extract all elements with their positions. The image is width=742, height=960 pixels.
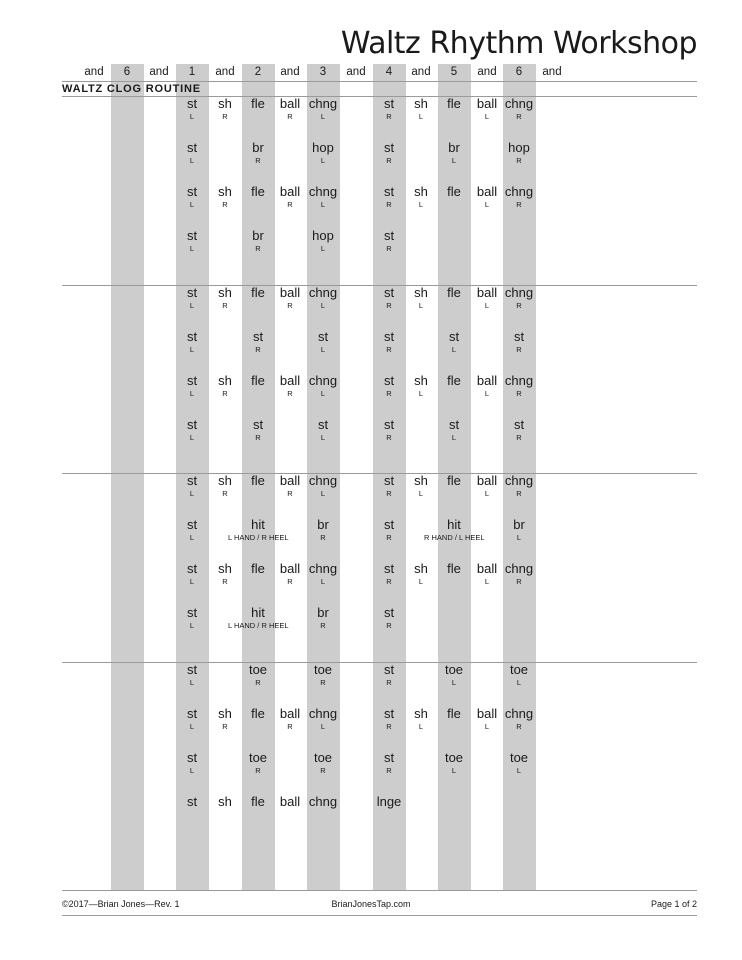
- step-name: sh: [218, 96, 232, 111]
- count-label: and: [477, 66, 497, 78]
- step-name: fle: [447, 561, 461, 576]
- foot-indicator: R: [222, 301, 228, 310]
- foot-indicator: R: [386, 766, 392, 775]
- count-label: 1: [188, 66, 196, 78]
- count-label: and: [149, 66, 169, 78]
- step-name: st: [513, 329, 525, 344]
- foot-indicator: R: [386, 200, 392, 209]
- foot-indicator: L: [320, 577, 326, 586]
- section-label: WALTZ CLOG ROUTINE: [62, 83, 201, 95]
- step-name: sh: [414, 473, 428, 488]
- step-name: br: [252, 228, 264, 243]
- step-name: ball: [279, 184, 301, 199]
- step-name: fle: [447, 96, 461, 111]
- foot-indicator: R: [222, 722, 228, 731]
- step-name: chng: [504, 561, 534, 576]
- foot-indicator: R: [222, 577, 228, 586]
- foot-indicator: R: [320, 678, 326, 687]
- count-label: 4: [385, 66, 393, 78]
- step-name: fle: [251, 184, 265, 199]
- step-name: toe: [444, 750, 464, 765]
- foot-indicator: L HAND / R HEEL: [228, 533, 289, 542]
- count-label: and: [280, 66, 300, 78]
- foot-indicator: R: [386, 156, 392, 165]
- step-name: br: [252, 140, 264, 155]
- foot-indicator: R: [386, 678, 392, 687]
- step-name: ball: [476, 561, 498, 576]
- step-name: ball: [476, 96, 498, 111]
- step-name: fle: [251, 373, 265, 388]
- step-name: sh: [218, 373, 232, 388]
- foot-indicator: L: [418, 722, 424, 731]
- foot-indicator: R: [255, 345, 261, 354]
- foot-indicator: R: [287, 577, 293, 586]
- foot-indicator: L: [320, 112, 326, 121]
- step-name: chng: [504, 184, 534, 199]
- footer-rule: [62, 890, 697, 891]
- foot-indicator: L: [484, 389, 490, 398]
- step-name: chng: [308, 184, 338, 199]
- step-name: ball: [279, 285, 301, 300]
- foot-indicator: R: [516, 722, 522, 731]
- step-name: ball: [476, 473, 498, 488]
- step-name: st: [383, 329, 395, 344]
- step-name: st: [186, 473, 198, 488]
- foot-indicator: L: [189, 301, 195, 310]
- foot-indicator: L: [484, 200, 490, 209]
- foot-indicator: L: [320, 156, 326, 165]
- step-name: chng: [308, 285, 338, 300]
- step-name: st: [448, 329, 460, 344]
- step-name: sh: [218, 285, 232, 300]
- step-name: st: [383, 285, 395, 300]
- foot-indicator: R: [516, 200, 522, 209]
- foot-indicator: L HAND / R HEEL: [228, 621, 289, 630]
- foot-indicator: L: [516, 678, 522, 687]
- count-label: and: [215, 66, 235, 78]
- step-name: st: [383, 96, 395, 111]
- foot-indicator: L: [189, 489, 195, 498]
- step-name: ball: [279, 473, 301, 488]
- foot-indicator: R: [255, 433, 261, 442]
- foot-indicator: R: [516, 577, 522, 586]
- step-name: st: [383, 373, 395, 388]
- foot-indicator: L: [320, 433, 326, 442]
- shaded-column: [111, 64, 144, 891]
- step-name: br: [317, 605, 329, 620]
- count-label: and: [411, 66, 431, 78]
- count-label: 6: [515, 66, 523, 78]
- step-name: ball: [476, 184, 498, 199]
- foot-indicator: L: [189, 577, 195, 586]
- foot-indicator: L: [189, 112, 195, 121]
- step-name: ball: [279, 561, 301, 576]
- foot-indicator: L: [484, 489, 490, 498]
- count-label: 6: [123, 66, 131, 78]
- foot-indicator: L: [189, 244, 195, 253]
- foot-indicator: L: [189, 433, 195, 442]
- step-name: st: [186, 417, 198, 432]
- header-rule: [62, 81, 697, 82]
- foot-indicator: R: [287, 301, 293, 310]
- step-name: ball: [279, 373, 301, 388]
- step-name: hop: [312, 140, 334, 155]
- step-name: fle: [251, 473, 265, 488]
- foot-indicator: R HAND / L HEEL: [424, 533, 485, 542]
- step-name: toe: [248, 662, 268, 677]
- foot-indicator: R: [320, 766, 326, 775]
- step-name: ball: [279, 96, 301, 111]
- foot-indicator: L: [451, 678, 457, 687]
- step-name: st: [186, 605, 198, 620]
- step-name: fle: [447, 184, 461, 199]
- foot-indicator: L: [320, 244, 326, 253]
- step-name: toe: [313, 662, 333, 677]
- foot-indicator: R: [287, 112, 293, 121]
- step-name: chng: [308, 96, 338, 111]
- foot-indicator: L: [418, 389, 424, 398]
- count-label: and: [346, 66, 366, 78]
- step-name: st: [383, 662, 395, 677]
- count-label: 3: [319, 66, 327, 78]
- step-name: st: [186, 285, 198, 300]
- foot-indicator: R: [287, 389, 293, 398]
- foot-indicator: R: [222, 389, 228, 398]
- foot-indicator: R: [386, 345, 392, 354]
- step-name: st: [186, 228, 198, 243]
- step-name: chng: [504, 373, 534, 388]
- step-name: st: [383, 417, 395, 432]
- step-name: hit: [447, 517, 461, 532]
- foot-indicator: R: [320, 533, 326, 542]
- foot-indicator: R: [386, 533, 392, 542]
- step-name: sh: [414, 285, 428, 300]
- foot-indicator: L: [451, 766, 457, 775]
- step-name: lnge: [376, 794, 402, 809]
- step-name: st: [252, 329, 264, 344]
- step-name: br: [513, 517, 525, 532]
- foot-indicator: L: [451, 345, 457, 354]
- step-name: st: [186, 794, 198, 809]
- step-name: sh: [414, 373, 428, 388]
- foot-indicator: L: [189, 722, 195, 731]
- foot-indicator: L: [189, 678, 195, 687]
- step-name: ball: [476, 285, 498, 300]
- step-name: hit: [251, 517, 265, 532]
- step-name: st: [252, 417, 264, 432]
- step-name: fle: [447, 373, 461, 388]
- foot-indicator: L: [418, 301, 424, 310]
- step-name: chng: [504, 473, 534, 488]
- step-name: st: [383, 706, 395, 721]
- foot-indicator: L: [189, 621, 195, 630]
- foot-indicator: L: [516, 533, 522, 542]
- foot-indicator: L: [484, 577, 490, 586]
- foot-indicator: L: [418, 200, 424, 209]
- step-name: toe: [444, 662, 464, 677]
- step-name: ball: [279, 706, 301, 721]
- step-name: hit: [251, 605, 265, 620]
- foot-indicator: R: [516, 301, 522, 310]
- foot-indicator: R: [222, 489, 228, 498]
- step-name: toe: [313, 750, 333, 765]
- footer-website: BrianJonesTap.com: [331, 899, 411, 909]
- foot-indicator: R: [386, 433, 392, 442]
- step-name: sh: [414, 184, 428, 199]
- step-name: fle: [251, 706, 265, 721]
- step-name: sh: [218, 561, 232, 576]
- step-name: chng: [504, 285, 534, 300]
- step-name: st: [448, 417, 460, 432]
- foot-indicator: R: [320, 621, 326, 630]
- count-label: and: [84, 66, 104, 78]
- step-name: st: [186, 373, 198, 388]
- step-name: ball: [476, 706, 498, 721]
- foot-indicator: L: [451, 156, 457, 165]
- foot-indicator: L: [418, 577, 424, 586]
- footer-page-number: Page 1 of 2: [650, 899, 697, 909]
- footer-copyright: ©2017—Brian Jones—Rev. 1: [62, 899, 180, 909]
- footer-rule-bottom: [62, 915, 697, 916]
- foot-indicator: L: [484, 112, 490, 121]
- foot-indicator: R: [255, 766, 261, 775]
- step-name: sh: [414, 96, 428, 111]
- count-label: 5: [450, 66, 458, 78]
- step-name: st: [186, 750, 198, 765]
- step-name: st: [383, 750, 395, 765]
- step-name: st: [317, 329, 329, 344]
- foot-indicator: L: [320, 489, 326, 498]
- foot-indicator: L: [320, 389, 326, 398]
- step-name: fle: [251, 96, 265, 111]
- foot-indicator: R: [255, 156, 261, 165]
- step-name: chng: [504, 96, 534, 111]
- foot-indicator: R: [386, 722, 392, 731]
- foot-indicator: L: [320, 301, 326, 310]
- foot-indicator: L: [189, 200, 195, 209]
- foot-indicator: R: [222, 112, 228, 121]
- step-name: st: [383, 228, 395, 243]
- step-name: chng: [308, 706, 338, 721]
- step-name: sh: [218, 184, 232, 199]
- foot-indicator: R: [386, 577, 392, 586]
- foot-indicator: L: [189, 533, 195, 542]
- step-name: fle: [251, 794, 265, 809]
- foot-indicator: L: [418, 489, 424, 498]
- step-name: br: [448, 140, 460, 155]
- step-name: st: [383, 517, 395, 532]
- foot-indicator: R: [386, 489, 392, 498]
- step-name: ball: [476, 373, 498, 388]
- step-name: toe: [509, 662, 529, 677]
- foot-indicator: L: [320, 722, 326, 731]
- foot-indicator: R: [386, 112, 392, 121]
- count-label: and: [542, 66, 562, 78]
- foot-indicator: L: [189, 345, 195, 354]
- step-name: fle: [251, 561, 265, 576]
- step-name: sh: [218, 473, 232, 488]
- step-name: st: [383, 605, 395, 620]
- step-name: chng: [504, 706, 534, 721]
- foot-indicator: L: [189, 766, 195, 775]
- step-name: fle: [447, 285, 461, 300]
- foot-indicator: R: [516, 389, 522, 398]
- step-name: chng: [308, 794, 338, 809]
- foot-indicator: R: [222, 200, 228, 209]
- step-name: st: [186, 140, 198, 155]
- step-name: st: [186, 329, 198, 344]
- step-name: st: [383, 184, 395, 199]
- step-name: ball: [279, 794, 301, 809]
- foot-indicator: L: [320, 200, 326, 209]
- foot-indicator: R: [255, 244, 261, 253]
- foot-indicator: R: [386, 301, 392, 310]
- step-name: st: [383, 473, 395, 488]
- step-name: st: [186, 96, 198, 111]
- foot-indicator: R: [287, 200, 293, 209]
- step-name: st: [186, 662, 198, 677]
- step-name: toe: [248, 750, 268, 765]
- step-name: st: [186, 517, 198, 532]
- step-name: chng: [308, 561, 338, 576]
- step-name: st: [186, 706, 198, 721]
- foot-indicator: L: [451, 433, 457, 442]
- foot-indicator: R: [516, 112, 522, 121]
- foot-indicator: R: [516, 433, 522, 442]
- step-name: sh: [218, 794, 232, 809]
- step-name: st: [383, 561, 395, 576]
- foot-indicator: L: [516, 766, 522, 775]
- step-name: st: [186, 184, 198, 199]
- step-name: hop: [508, 140, 530, 155]
- page-title: Waltz Rhythm Workshop: [340, 26, 697, 61]
- step-name: fle: [447, 473, 461, 488]
- foot-indicator: L: [189, 389, 195, 398]
- foot-indicator: R: [386, 244, 392, 253]
- foot-indicator: L: [484, 722, 490, 731]
- step-name: sh: [218, 706, 232, 721]
- step-name: fle: [251, 285, 265, 300]
- step-name: toe: [509, 750, 529, 765]
- step-name: br: [317, 517, 329, 532]
- step-name: st: [186, 561, 198, 576]
- foot-indicator: L: [320, 345, 326, 354]
- step-name: hop: [312, 228, 334, 243]
- foot-indicator: L: [484, 301, 490, 310]
- step-name: sh: [414, 561, 428, 576]
- foot-indicator: R: [386, 621, 392, 630]
- step-name: chng: [308, 373, 338, 388]
- foot-indicator: R: [287, 489, 293, 498]
- foot-indicator: R: [255, 678, 261, 687]
- step-name: st: [383, 140, 395, 155]
- foot-indicator: R: [516, 489, 522, 498]
- foot-indicator: R: [516, 156, 522, 165]
- step-name: chng: [308, 473, 338, 488]
- foot-indicator: L: [189, 156, 195, 165]
- foot-indicator: L: [418, 112, 424, 121]
- count-label: 2: [254, 66, 262, 78]
- step-name: fle: [447, 706, 461, 721]
- step-name: st: [513, 417, 525, 432]
- step-name: sh: [414, 706, 428, 721]
- step-name: st: [317, 417, 329, 432]
- foot-indicator: R: [287, 722, 293, 731]
- foot-indicator: R: [516, 345, 522, 354]
- foot-indicator: R: [386, 389, 392, 398]
